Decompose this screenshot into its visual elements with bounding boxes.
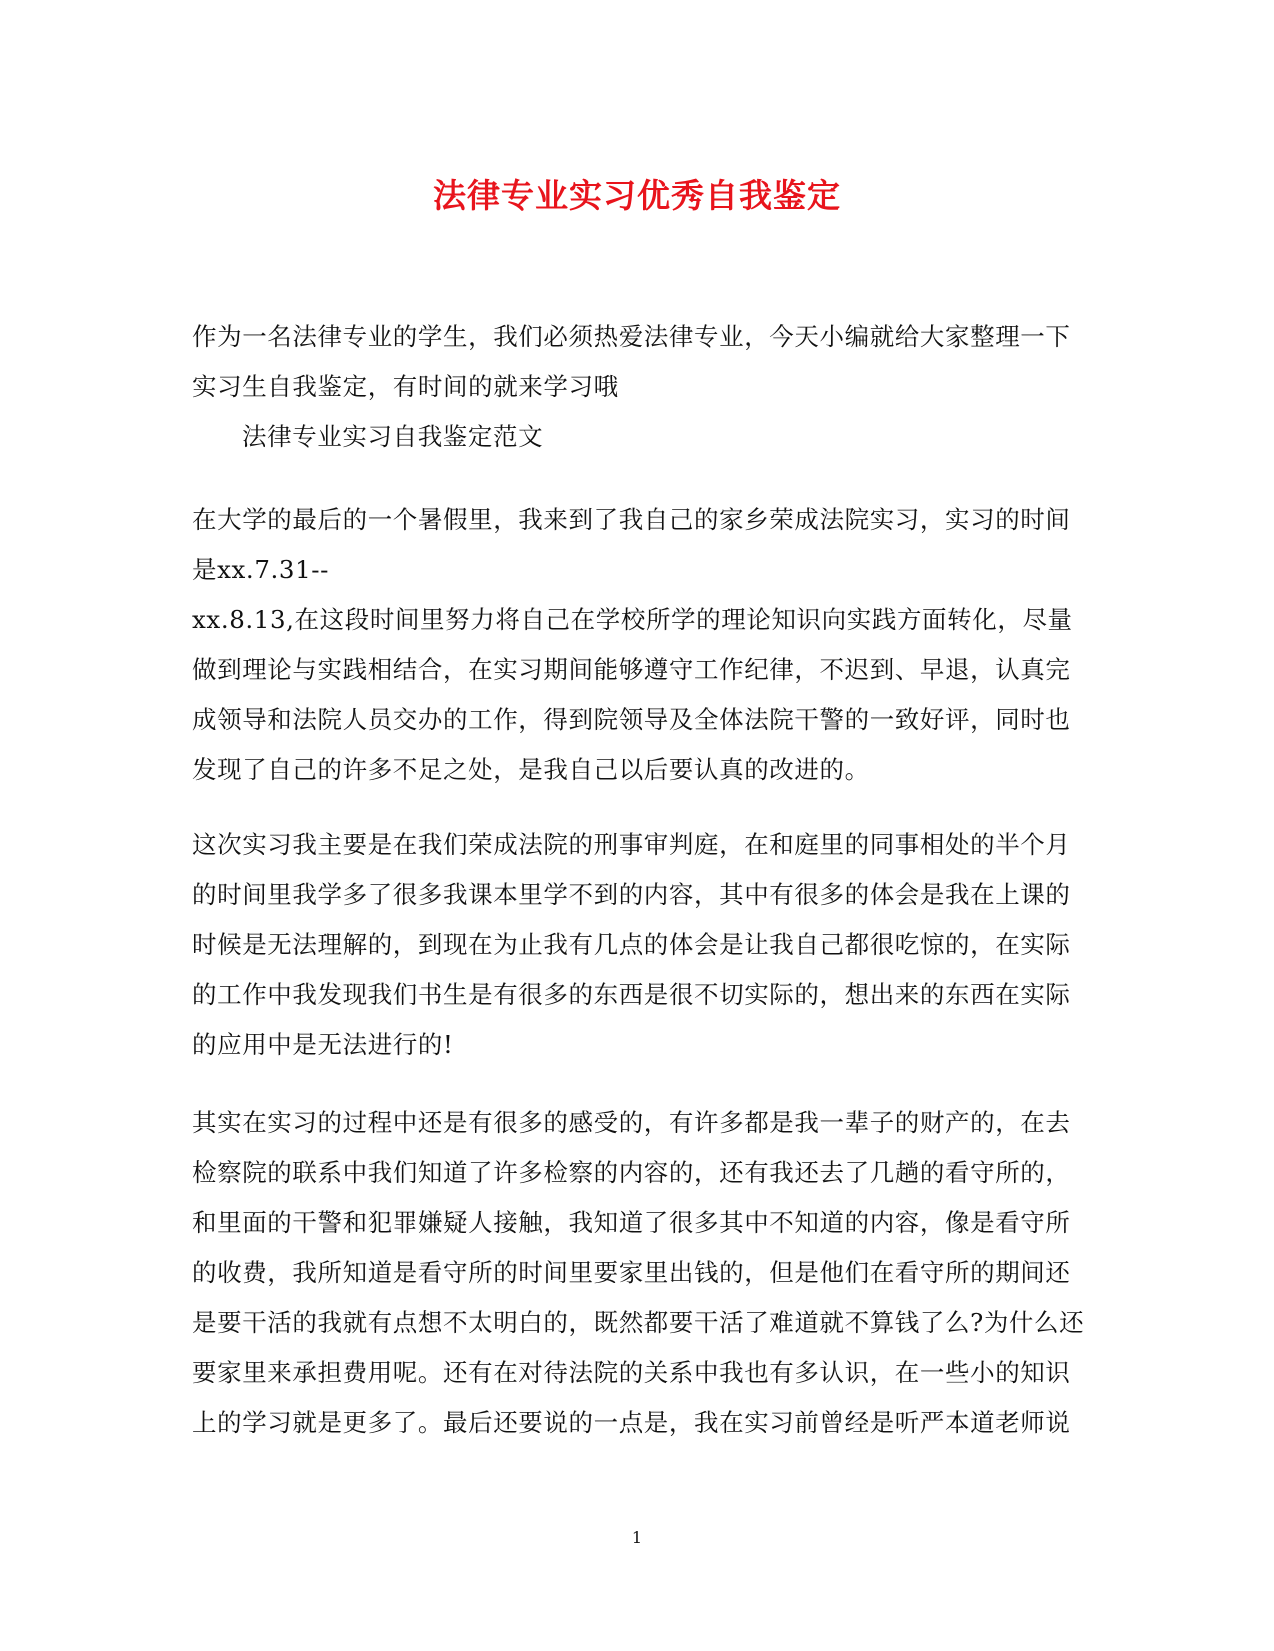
text-line: 和里面的干警和犯罪嫌疑人接触，我知道了很多其中不知道的内容，像是看守所 xyxy=(192,1208,1071,1237)
text-line: 时候是无法理解的，到现在为止我有几点的体会是让我自己都很吃惊的，在实际 xyxy=(192,930,1071,959)
paragraph-1 xyxy=(192,495,1072,795)
text-line: 发现了自己的许多不足之处，是我自己以后要认真的改进的。 xyxy=(192,755,870,784)
page-number: 1 xyxy=(631,1528,643,1547)
text-line: 是要干活的我就有点想不太明白的，既然都要干活了难道就不算钱了么?为什么还 xyxy=(192,1308,1085,1337)
text-line: 在大学的最后的一个暑假里，我来到了我自己的家乡荣成法院实习，实习的时间 xyxy=(192,505,1071,534)
text-line: 其实在实习的过程中还是有很多的感受的，有许多都是我一辈子的财产的，在去 xyxy=(192,1108,1071,1137)
text-line: 的时间里我学多了很多我课本里学不到的内容，其中有很多的体会是我在上课的 xyxy=(192,880,1071,909)
text-line: 上的学习就是更多了。最后还要说的一点是，我在实习前曾经是听严本道老师说 xyxy=(192,1408,1071,1437)
paragraph-3 xyxy=(192,1098,1085,1448)
intro-paragraph xyxy=(192,312,1072,462)
paragraph-2 xyxy=(192,820,1072,1070)
text-line: 这次实习我主要是在我们荣成法院的刑事审判庭，在和庭里的同事相处的半个月 xyxy=(192,830,1071,859)
text-line: 实习生自我鉴定，有时间的就来学习哦 xyxy=(192,372,619,401)
section-subtitle: 法律专业实习自我鉴定范文 xyxy=(242,422,544,451)
text-line: 检察院的联系中我们知道了许多检察的内容的，还有我还去了几趟的看守所的， xyxy=(192,1158,1071,1187)
text-line: 的收费，我所知道是看守所的时间里要家里出钱的，但是他们在看守所的期间还 xyxy=(192,1258,1071,1287)
text-line: 的工作中我发现我们书生是有很多的东西是很不切实际的，想出来的东西在实际 xyxy=(192,980,1071,1009)
text-line: 要家里来承担费用呢。还有在对待法院的关系中我也有多认识，在一些小的知识 xyxy=(192,1358,1071,1387)
document-title: 法律专业实习优秀自我鉴定 xyxy=(433,176,841,215)
text-line: 的应用中是无法进行的! xyxy=(192,1030,454,1059)
text-line: xx.8.13,在这段时间里努力将自己在学校所学的理论知识向实践方面转化，尽量 xyxy=(192,605,1073,634)
text-line: 成领导和法院人员交办的工作，得到院领导及全体法院干警的一致好评，同时也 xyxy=(192,705,1071,734)
text-line: 作为一名法律专业的学生，我们必须热爱法律专业，今天小编就给大家整理一下 xyxy=(192,322,1071,351)
text-line: 是xx.7.31-- xyxy=(192,555,330,584)
text-line: 做到理论与实践相结合，在实习期间能够遵守工作纪律，不迟到、早退，认真完 xyxy=(192,655,1071,684)
